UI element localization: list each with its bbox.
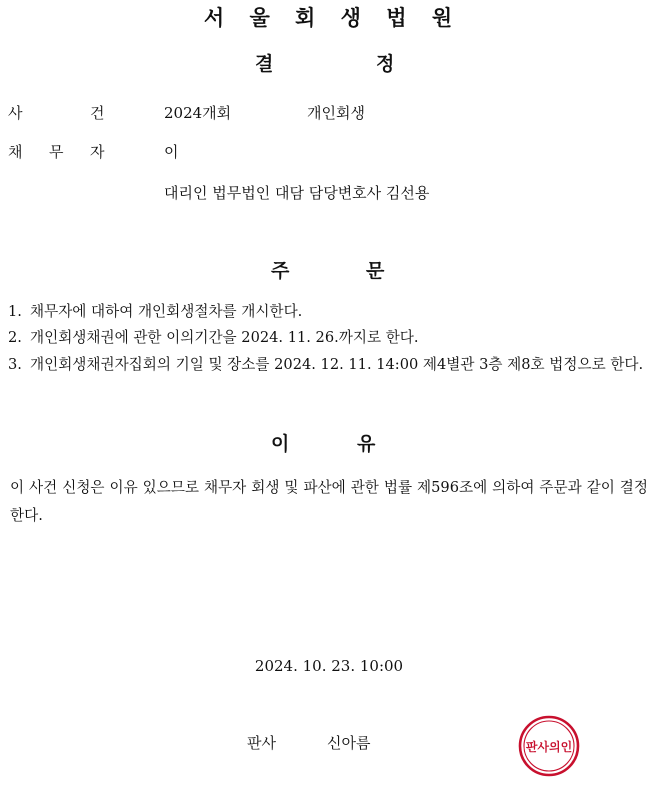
order-item-1-text: 채무자에 대하여 개인회생절차를 개시한다. [30,303,303,320]
reason-heading-char-1: 이 [271,433,290,455]
debtor-label-char-3: 자 [90,143,105,161]
debtor-agent: 대리인 법무법인 대담 담당변호사 김선용 [164,184,430,202]
case-number: 2024개회 [164,104,232,122]
order-item-1-number: 1. [8,303,22,320]
seal-text: 판사의인 [525,740,573,754]
debtor-label-char-2: 무 [49,143,64,161]
debtor-name: 이 [164,143,179,161]
order-heading-char-1: 주 [271,260,290,282]
debtor-label-char-1: 채 [8,143,23,161]
case-label-char-2: 건 [90,104,105,122]
decision-date: 2024. 10. 23. 10:00 [254,657,404,675]
order-heading-char-2: 문 [366,260,385,282]
reason-text: 이 사건 신청은 이유 있으므로 채무자 회생 및 파산에 관한 법률 제596조에 의하여 주문과 같이 결정한다. [10,479,648,524]
judge-name: 신아름 [327,734,371,752]
judge-seal [517,714,581,778]
reason-heading-char-2: 유 [357,433,376,455]
court-name: 서 울 회 생 법 원 [203,6,455,30]
order-item-2-number: 2. [8,329,22,346]
case-label-char-1: 사 [8,104,23,122]
document-title-char-2: 정 [376,53,395,75]
judge-title: 판사 [247,734,276,752]
order-item-3-number: 3. [8,356,22,373]
order-item-3-text: 개인회생채권자집회의 기일 및 장소를 2024. 12. 11. 14:00 제4별관 3층 제8호 법정으로 한다. [30,356,644,373]
case-type: 개인회생 [307,104,365,122]
document-title-char-1: 결 [255,53,274,75]
order-item-2-text: 개인회생채권에 관한 이의기간을 2024. 11. 26.까지로 한다. [30,329,419,346]
